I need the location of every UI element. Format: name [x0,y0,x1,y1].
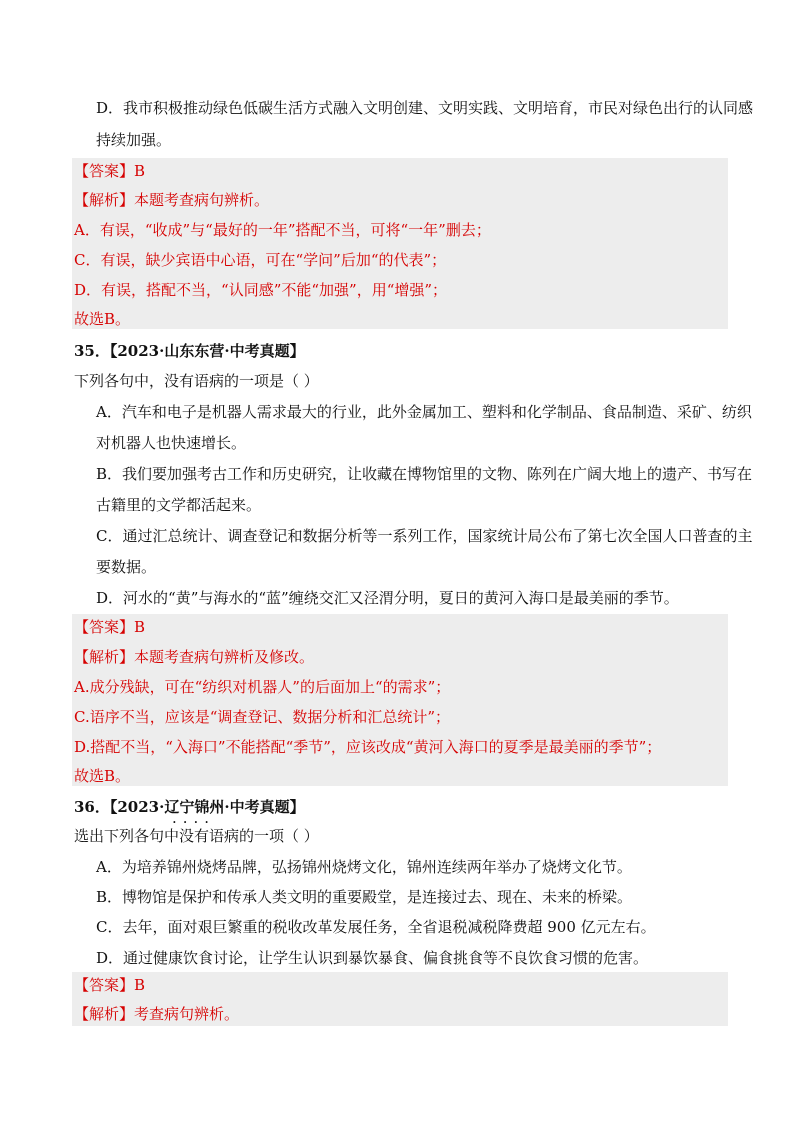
q36-answer: 【答案】B [74,976,146,994]
q35-analysis-a: A.成分残缺，可在“纺织对机器人”的后面加上“的需求”； [74,678,451,696]
q35-option-c-line2: 要数据。 [96,558,157,576]
q36-analysis: 【解析】考查病句辨析。 [74,1005,240,1023]
q35-analysis-c: C.语序不当，应该是“调查登记、数据分析和汇总统计”； [74,708,451,726]
q35-conclusion: 故选B。 [74,767,131,785]
top-analysis: 【解析】本题考查病句辨析。 [74,191,270,209]
q35-option-b-line1: B．我们要加强考古工作和历史研究，让收藏在博物馆里的文物、陈列在广阔大地上的遗产、书写在 [96,465,753,483]
top-answer-band [72,158,728,329]
top-analysis-c: C．有误，缺少宾语中心语，可在“学问”后加“的代表”； [74,251,447,269]
q35-answer-band [72,614,728,786]
q36-stem: 选出下列各句中没有语病的一项（ ） [74,827,319,845]
q35-option-b-line2: 古籍里的文学都活起来。 [96,496,262,514]
q35-option-a-line1: A．汽车和电子是机器人需求最大的行业，此外金属加工、塑料和化学制品、食品制造、采矿、纺织 [96,403,752,421]
top-analysis-a: A．有误，“收成”与“最好的一年”搭配不当，可将“一年”删去； [74,221,491,239]
top-conclusion: 故选B。 [74,310,131,328]
q36-option-c: C．去年，面对艰巨繁重的税收改革发展任务，全省退税减税降费超 900 亿元左右。 [96,918,656,936]
q36-option-b: B．博物馆是保护和传承人类文明的重要殿堂，是连接过去、现在、未来的桥梁。 [96,888,633,906]
q35-option-a-line2: 对机器人也快速增长。 [96,434,247,452]
top-analysis-d: D．有误，搭配不当，“认同感”不能“加强”，用“增强”； [74,281,448,299]
q36-option-d: D．通过健康饮食讨论，让学生认识到暴饮暴食、偏食挑食等不良饮食习惯的危害。 [96,949,649,967]
q35-analysis-d: D.搭配不当，“入海口”不能搭配“季节”，应该改成“黄河入海口的夏季是最美丽的季节”； [74,738,662,756]
q35-option-d: D．河水的“黄”与海水的“蓝”缠绕交汇又泾渭分明，夏日的黄河入海口是最美丽的季节。 [96,589,679,607]
q36-option-a: A．为培养锦州烧烤品牌，弘扬锦州烧烤文化，锦州连续两年举办了烧烤文化节。 [96,858,632,876]
q35-number: 35． [74,342,110,360]
q36-emphasis-marks: ···· [172,813,216,831]
top-option-d-line2: 持续加强。 [96,131,172,149]
q35-source: 【2023·山东东营·中考真题】 [109,342,305,360]
q36-source: 【2023·辽宁锦州·中考真题】 [109,798,305,816]
q35-stem: 下列各句中，没有语病的一项是（ ） [74,372,319,390]
top-option-d-line1: D．我市积极推动绿色低碳生活方式融入文明创建、文明实践、文明培育，市民对绿色出行的认同感 [96,99,754,117]
top-answer: 【答案】B [74,162,146,180]
q35-analysis: 【解析】本题考查病句辨析及修改。 [74,648,315,666]
q35-header [74,341,305,361]
q35-answer: 【答案】B [74,618,146,636]
q36-number: 36． [74,798,110,816]
q35-option-c-line1: C．通过汇总统计、调查登记和数据分析等一系列工作，国家统计局公布了第七次全国人口普查的主 [96,527,753,545]
